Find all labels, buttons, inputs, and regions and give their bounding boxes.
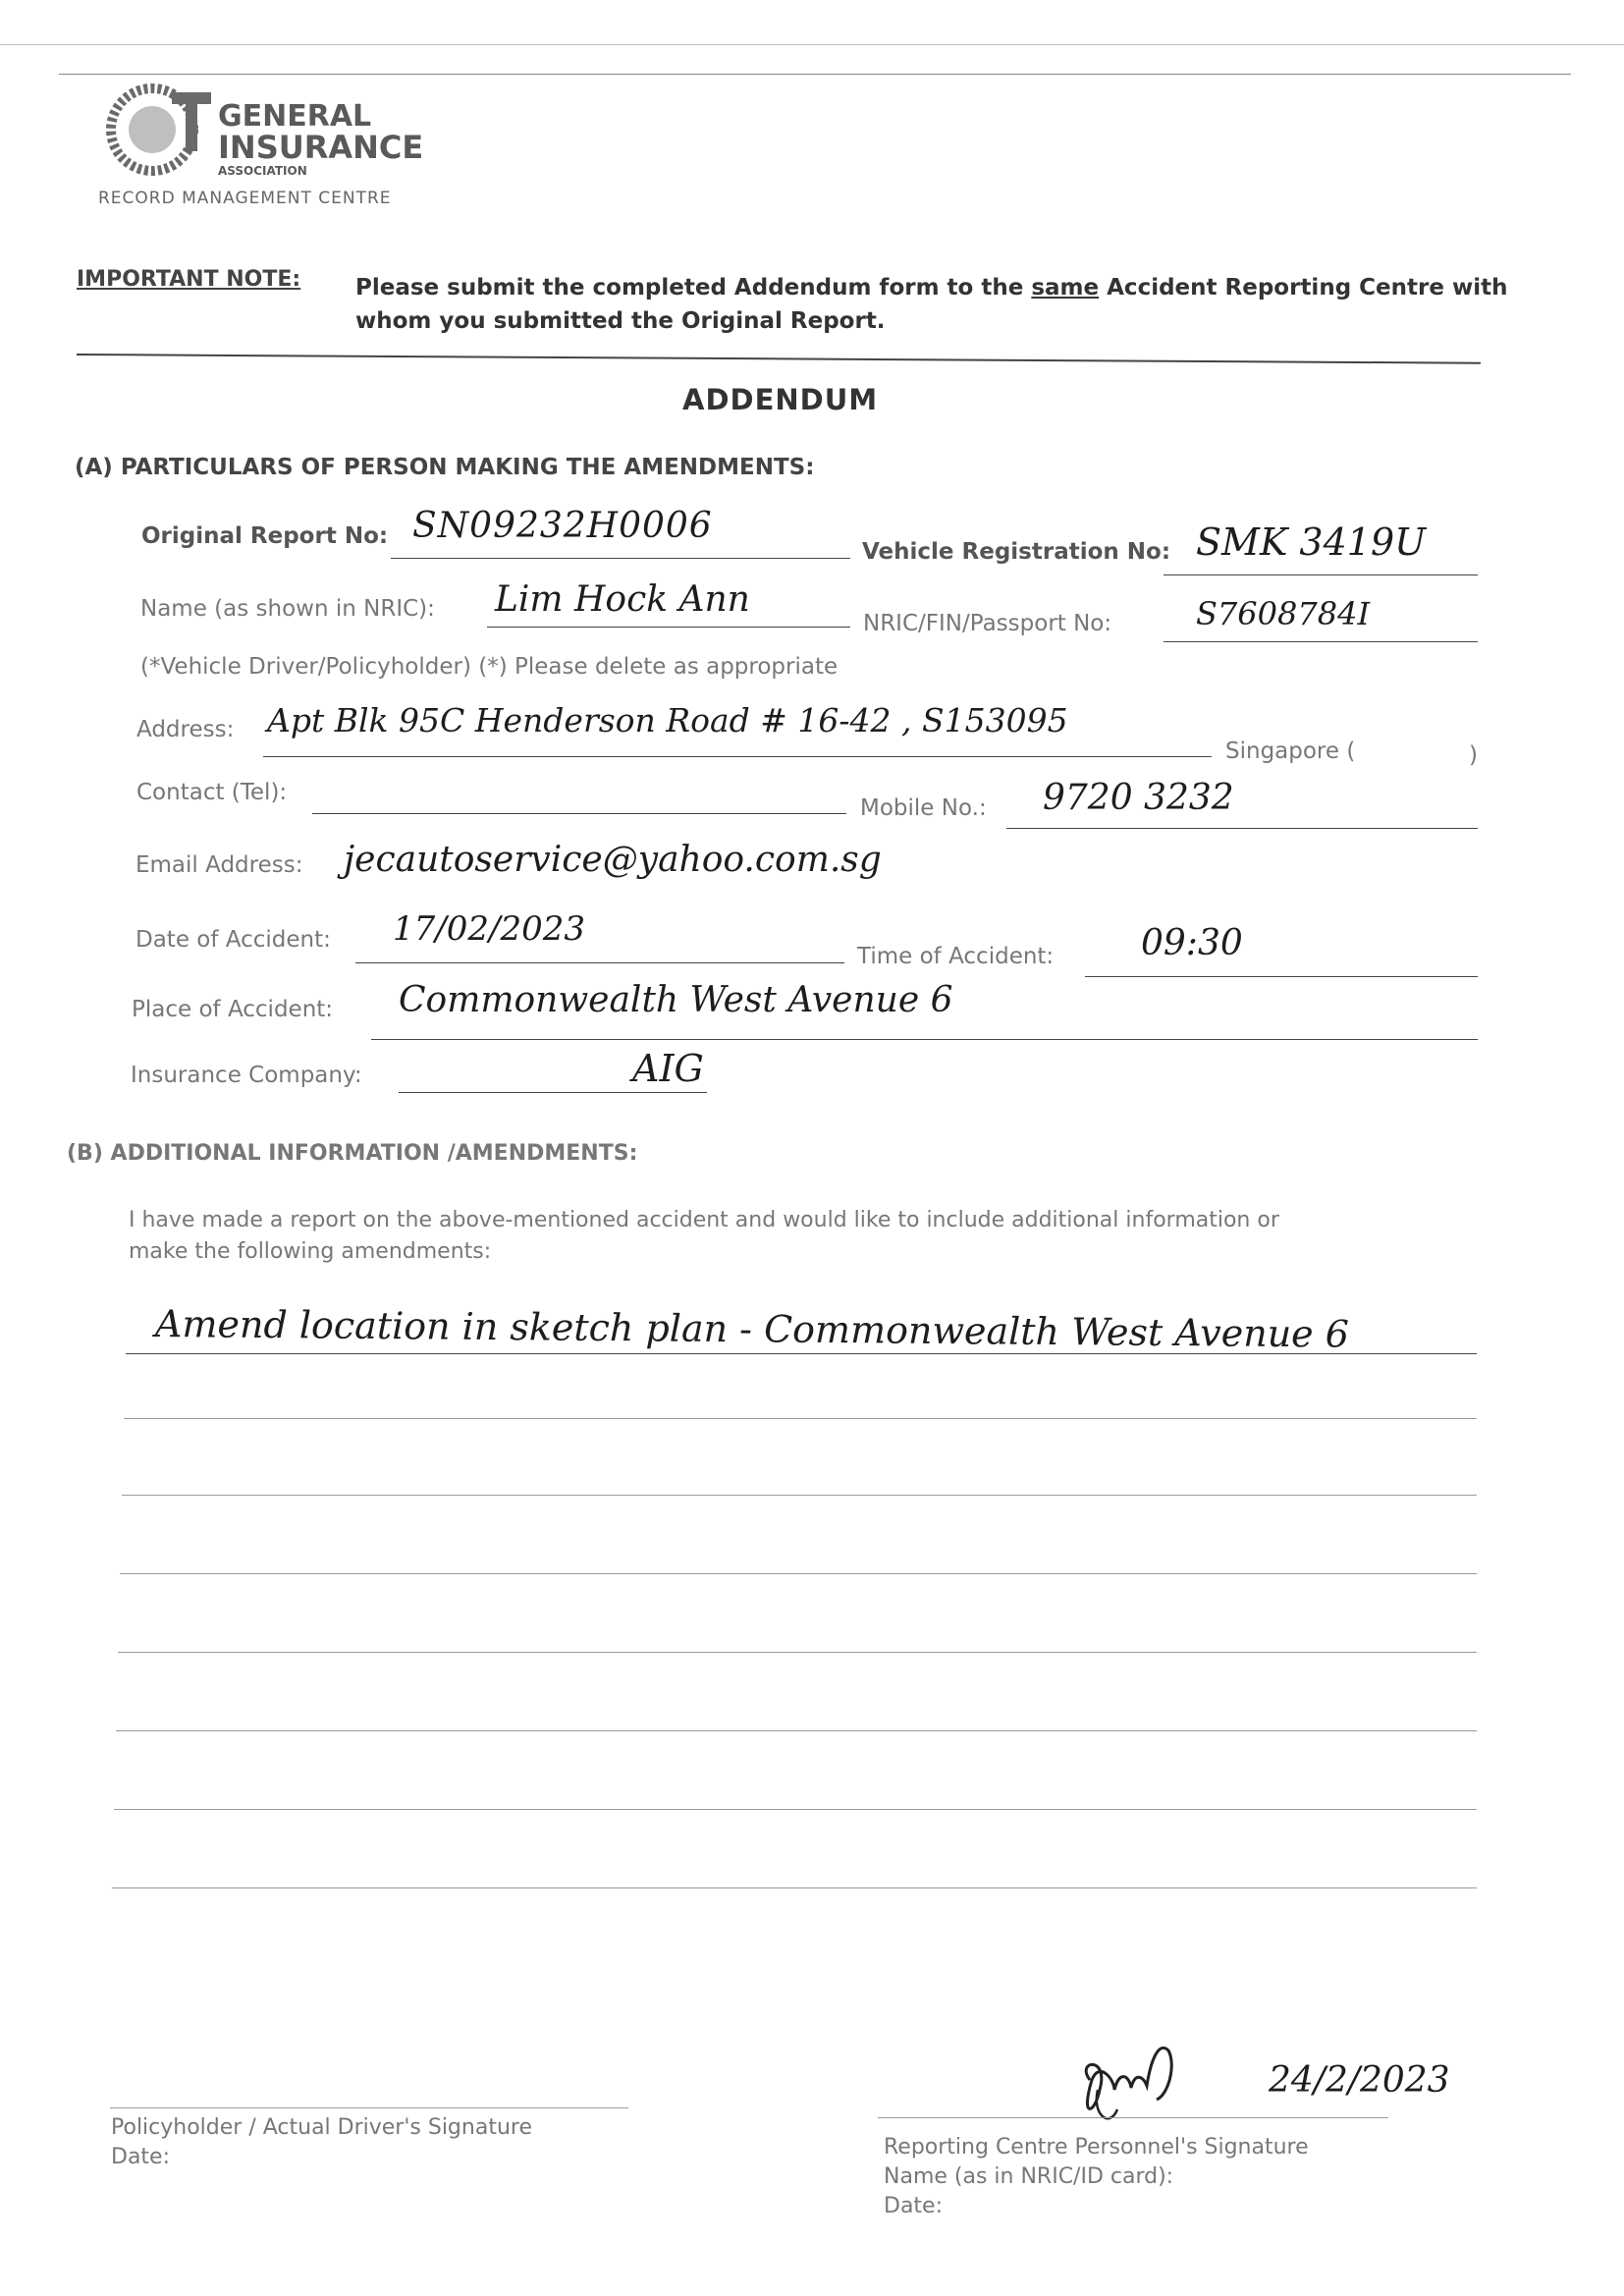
amendment-line-6 xyxy=(116,1730,1477,1731)
amendment-line-2 xyxy=(124,1418,1477,1419)
right-signature-label: Reporting Centre Personnel's Signature xyxy=(884,2135,1309,2159)
section-b-heading: (B) ADDITIONAL INFORMATION /AMENDMENTS: xyxy=(67,1141,638,1166)
original-report-value: SN09232H0006 xyxy=(412,506,713,546)
section-b-intro-2: make the following amendments: xyxy=(129,1239,492,1264)
left-signature-line xyxy=(110,2107,628,2108)
form-title: ADDENDUM xyxy=(682,383,879,416)
right-name-label: Name (as in NRIC/ID card): xyxy=(884,2164,1174,2189)
nric-label: NRIC/FIN/Passport No: xyxy=(863,611,1112,636)
place-label: Place of Accident: xyxy=(132,997,334,1022)
original-report-label: Original Report No: xyxy=(141,523,389,549)
org-name-line1: GENERAL xyxy=(218,99,372,134)
org-name-line2: INSURANCE xyxy=(218,129,424,166)
time-value: 09:30 xyxy=(1141,923,1243,963)
note-text-before: Please submit the completed Addendum form to the xyxy=(355,275,1032,301)
gia-logo xyxy=(98,79,424,208)
role-note: (*Vehicle Driver/Policyholder) (*) Please delete as appropriate xyxy=(140,654,839,680)
email-value: jecautoservice@yahoo.com.sg xyxy=(344,840,882,880)
email-label: Email Address: xyxy=(135,852,303,878)
amendment-line-1 xyxy=(126,1353,1477,1354)
right-date-label: Date: xyxy=(884,2194,943,2218)
right-signature-line xyxy=(878,2117,1388,2118)
right-signed-date: 24/2/2023 xyxy=(1269,2060,1450,2101)
singapore-label: Singapore ( xyxy=(1225,738,1356,764)
handwritten-signature xyxy=(1070,2021,1218,2129)
amendment-line-3 xyxy=(122,1495,1477,1496)
time-line xyxy=(1085,976,1478,977)
mobile-line xyxy=(1006,828,1478,829)
name-label: Name (as shown in NRIC): xyxy=(140,596,435,622)
important-note-label: IMPORTANT NOTE: xyxy=(77,267,301,292)
mobile-value: 9720 3232 xyxy=(1043,778,1234,818)
org-name-line3: ASSOCIATION xyxy=(218,164,307,178)
left-date-label: Date: xyxy=(111,2145,170,2169)
address-line xyxy=(263,756,1212,757)
date-label: Date of Accident: xyxy=(135,927,331,953)
section-a-heading: (A) PARTICULARS OF PERSON MAKING THE AMENDMENTS: xyxy=(75,455,815,480)
address-value: Apt Blk 95C Henderson Road # 16-42 , S153095 xyxy=(267,701,1068,739)
vehicle-reg-line xyxy=(1164,574,1478,575)
vehicle-reg-label: Vehicle Registration No: xyxy=(862,539,1171,565)
insurer-value: AIG xyxy=(632,1047,704,1090)
time-label: Time of Accident: xyxy=(857,944,1055,969)
singapore-close: ) xyxy=(1469,742,1478,768)
amendment-text: Amend location in sketch plan - Commonwealth West Avenue 6 xyxy=(154,1302,1350,1356)
nric-value: S7608784I xyxy=(1196,595,1371,632)
date-value: 17/02/2023 xyxy=(393,909,585,949)
contact-line xyxy=(312,813,846,814)
insurer-label: Insurance Company: xyxy=(131,1063,362,1088)
gia-emblem-icon xyxy=(98,79,216,177)
section-b-intro-1: I have made a report on the above-mentioned accident and would like to include additional information or xyxy=(129,1208,1279,1232)
name-value: Lim Hock Ann xyxy=(495,579,750,620)
note-text-line2: whom you submitted the Original Report. xyxy=(355,308,886,334)
mobile-label: Mobile No.: xyxy=(860,795,987,821)
contact-label: Contact (Tel): xyxy=(136,780,288,805)
amendment-line-5 xyxy=(118,1652,1477,1653)
original-report-line xyxy=(391,558,850,559)
place-value: Commonwealth West Avenue 6 xyxy=(399,980,953,1020)
address-label: Address: xyxy=(136,717,235,742)
amendment-line-7 xyxy=(114,1809,1477,1810)
amendment-line-4 xyxy=(120,1573,1477,1574)
amendment-line-8 xyxy=(112,1887,1477,1888)
note-text-after: Accident Reporting Centre with xyxy=(1099,275,1508,301)
record-centre-label: RECORD MANAGEMENT CENTRE xyxy=(98,189,392,208)
note-text-underlined: same xyxy=(1031,275,1100,301)
left-signature-label: Policyholder / Actual Driver's Signature xyxy=(111,2115,532,2140)
insurer-line xyxy=(399,1092,707,1093)
nric-line xyxy=(1164,641,1478,642)
vehicle-reg-value: SMK 3419U xyxy=(1196,520,1427,564)
place-line xyxy=(371,1039,1478,1040)
date-line xyxy=(355,962,844,963)
note-divider xyxy=(77,354,1481,364)
important-note-text xyxy=(355,271,1508,338)
name-line xyxy=(487,627,850,628)
